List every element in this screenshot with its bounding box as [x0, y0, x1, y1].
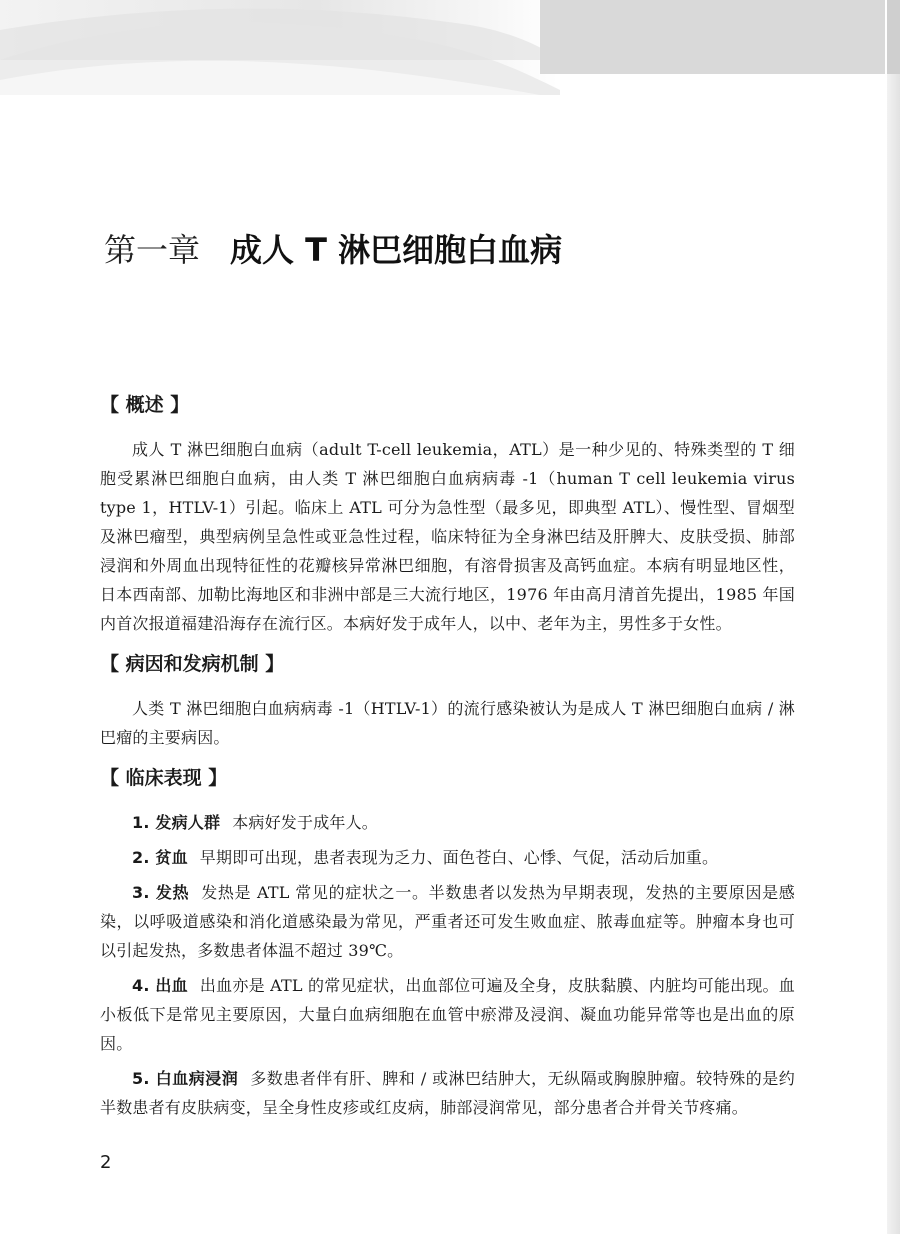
clinical-item-text: 早期即可出现，患者表现为乏力、面色苍白、心悸、气促，活动后加重。: [199, 848, 719, 867]
clinical-item: [100, 843, 795, 872]
clinical-item: [100, 1064, 795, 1122]
clinical-item-head: 2. 贫血: [132, 848, 188, 867]
clinical-item-head: 4. 出血: [132, 976, 188, 995]
clinical-item: [100, 878, 795, 965]
chapter-number: 第一章: [104, 231, 201, 269]
clinical-item-text: 发热是 ATL 常见的症状之一。半数患者以发热为早期表现，发热的主要原因是感染，以呼吸道感染和消化道感染最为常见，严重者还可发生败血症、脓毒血症等。肿瘤本身也可以引起发热，多数患者体温不超过 39℃。: [100, 883, 795, 960]
clinical-item-head: 3. 发热: [132, 883, 190, 902]
header-tab-block: [540, 0, 885, 74]
chapter-title: [104, 228, 562, 272]
clinical-item-text: 出血亦是 ATL 的常见症状，出血部位可遍及全身，皮肤黏膜、内脏均可能出现。血小板低下是常见主要原因，大量白血病细胞在血管中瘀滞及浸润、凝血功能异常等也是出血的原因。: [100, 976, 795, 1053]
overview-paragraph: 成人 T 淋巴细胞白血病（adult T-cell leukemia，ATL）是一种少见的、特殊类型的 T 细胞受累淋巴细胞白血病，由人类 T 淋巴细胞白血病病毒 -1（human T cell leukemia virus type 1，HTLV-1）引起。临床上 ATL 可分为急性型（最多见，即典型 ATL）、慢性型、冒烟型及淋巴瘤型，典型病例呈急性或亚急性过程，临床特征为全身淋巴结及肝脾大、皮肤受损、肺部浸润和外周血出现特征性的花瓣核异常淋巴细胞，有溶骨损害及高钙血症。本病有明显地区性，日本西南部、加勒比海地区和非洲中部是三大流行地区，1976 年由高月清首先提出，1985 年国内首次报道福建沿海存在流行区。本病好发于成年人，以中、老年为主，男性多于女性。: [100, 440, 795, 633]
section-heading-etiology: 【 病因和发病机制 】: [100, 653, 285, 675]
main-content: [100, 385, 795, 1128]
page-edge-strip: [887, 0, 900, 1234]
clinical-item-head: 1. 发病人群: [132, 813, 221, 832]
clinical-item: [100, 808, 795, 837]
clinical-item-head: 5. 白血病浸润: [132, 1069, 239, 1088]
section-heading-clinical: 【 临床表现 】: [100, 767, 228, 789]
clinical-item-text: 多数患者伴有肝、脾和 / 或淋巴结肿大，无纵隔或胸腺肿瘤。较特殊的是约半数患者有皮肤病变，呈全身性皮疹或红皮病，肺部浸润常见，部分患者合并骨关节疼痛。: [100, 1069, 795, 1117]
chapter-name: 成人 T 淋巴细胞白血病: [230, 231, 563, 269]
page-edge-tab: [887, 0, 900, 74]
clinical-item: [100, 971, 795, 1058]
page-number: 2: [100, 1152, 112, 1173]
etiology-paragraph: 人类 T 淋巴细胞白血病病毒 -1（HTLV-1）的流行感染被认为是成人 T 淋巴细胞白血病 / 淋巴瘤的主要病因。: [100, 699, 795, 747]
section-heading-overview: 【 概述 】: [100, 394, 190, 416]
clinical-item-text: 本病好发于成年人。: [232, 813, 378, 832]
